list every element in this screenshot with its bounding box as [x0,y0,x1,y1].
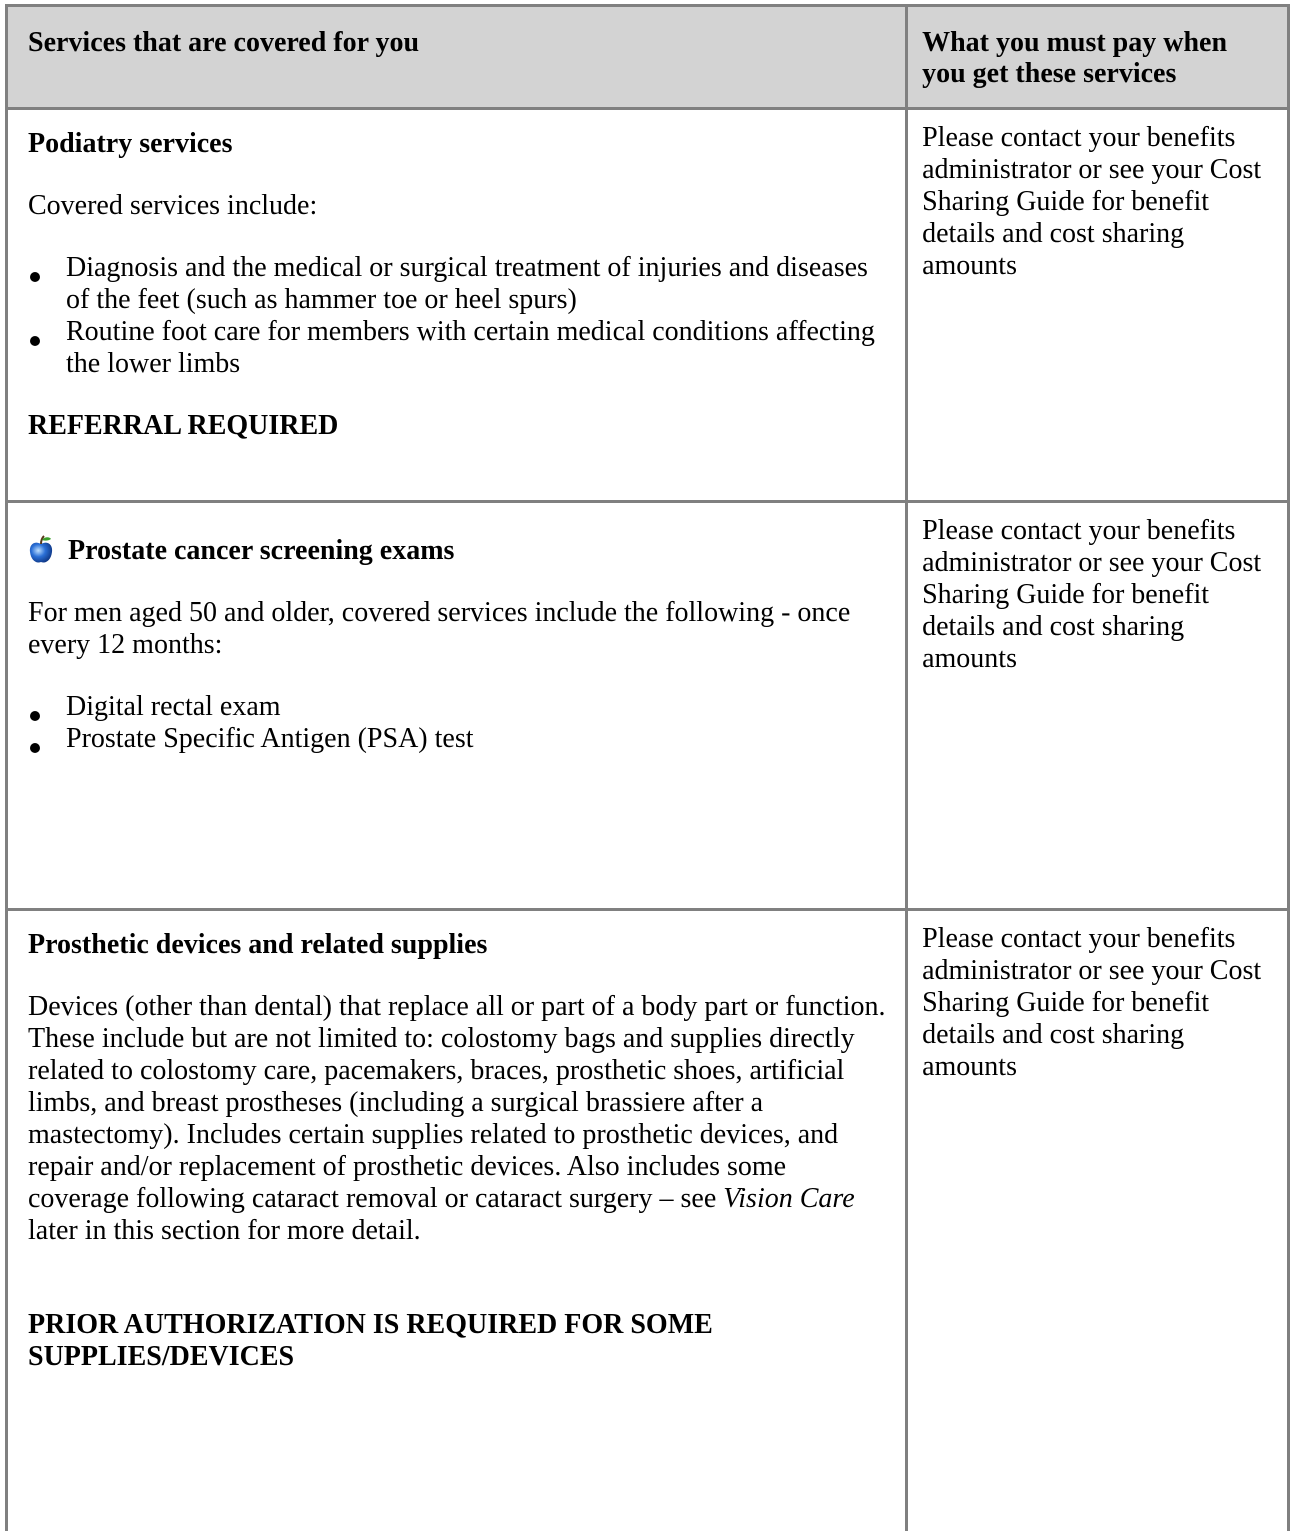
prior-authorization-note: PRIOR AUTHORIZATION IS REQUIRED FOR SOME SUPPLIES/DEVICES [28,1309,893,1373]
table-header-row [7,6,1289,109]
bullet-icon [30,272,40,282]
cost-cell-prosthetic: Please contact your benefits administrator or see your Cost Sharing Guide for benefit details and cost sharing amounts [907,910,1289,1531]
cost-cell-prostate: Please contact your benefits administrator or see your Cost Sharing Guide for benefit details and cost sharing amounts [907,502,1289,910]
table-row [7,910,1289,1531]
service-title: Prostate cancer screening exams [68,535,454,567]
covered-services-table [5,4,1290,1531]
service-title: Prosthetic devices and related supplies [28,929,893,961]
apple-icon [28,535,54,565]
list-item: Prostate Specific Antigen (PSA) test [28,723,893,755]
service-cell-prostate [7,502,907,910]
bullet-icon [30,743,40,753]
list-item: Diagnosis and the medical or surgical treatment of injuries and diseases of the feet (such as hammer toe or heel spurs) [28,252,893,316]
bullet-icon [30,336,40,346]
service-bullet-list [28,691,893,755]
bullet-icon [30,711,40,721]
service-intro: Covered services include: [28,190,893,222]
service-cell-prosthetic [7,910,907,1531]
vision-care-reference: Vision Care [723,1183,854,1214]
header-services-covered: Services that are covered for you [7,6,907,109]
service-bullet-list [28,252,893,380]
table-row [7,109,1289,502]
service-title-with-icon [28,535,893,567]
table-row [7,502,1289,910]
list-item: Routine foot care for members with certain medical conditions affecting the lower limbs [28,316,893,380]
service-description: Devices (other than dental) that replace all or part of a body part or function. These include but are not limited to: colostomy bags and supplies directly related to colostomy care, pacemakers, braces, prosthetic shoes, artificial limbs, and breast prostheses (including a surgical brassiere after a mastectomy). Includes certain supplies related to prosthetic devices, and repair and/or replacement of prosthetic devices. Also includes some coverage following cataract removal or cataract surgery – see Vision Care later in this section for more detail. [28,991,893,1247]
service-intro: For men aged 50 and older, covered services include the following - once every 12 months: [28,597,893,661]
list-item: Digital rectal exam [28,691,893,723]
referral-note: REFERRAL REQUIRED [28,410,893,442]
service-title: Podiatry services [28,128,893,160]
service-cell-podiatry [7,109,907,502]
header-what-you-pay: What you must pay when you get these services [907,6,1289,109]
cost-cell-podiatry: Please contact your benefits administrator or see your Cost Sharing Guide for benefit details and cost sharing amounts [907,109,1289,502]
